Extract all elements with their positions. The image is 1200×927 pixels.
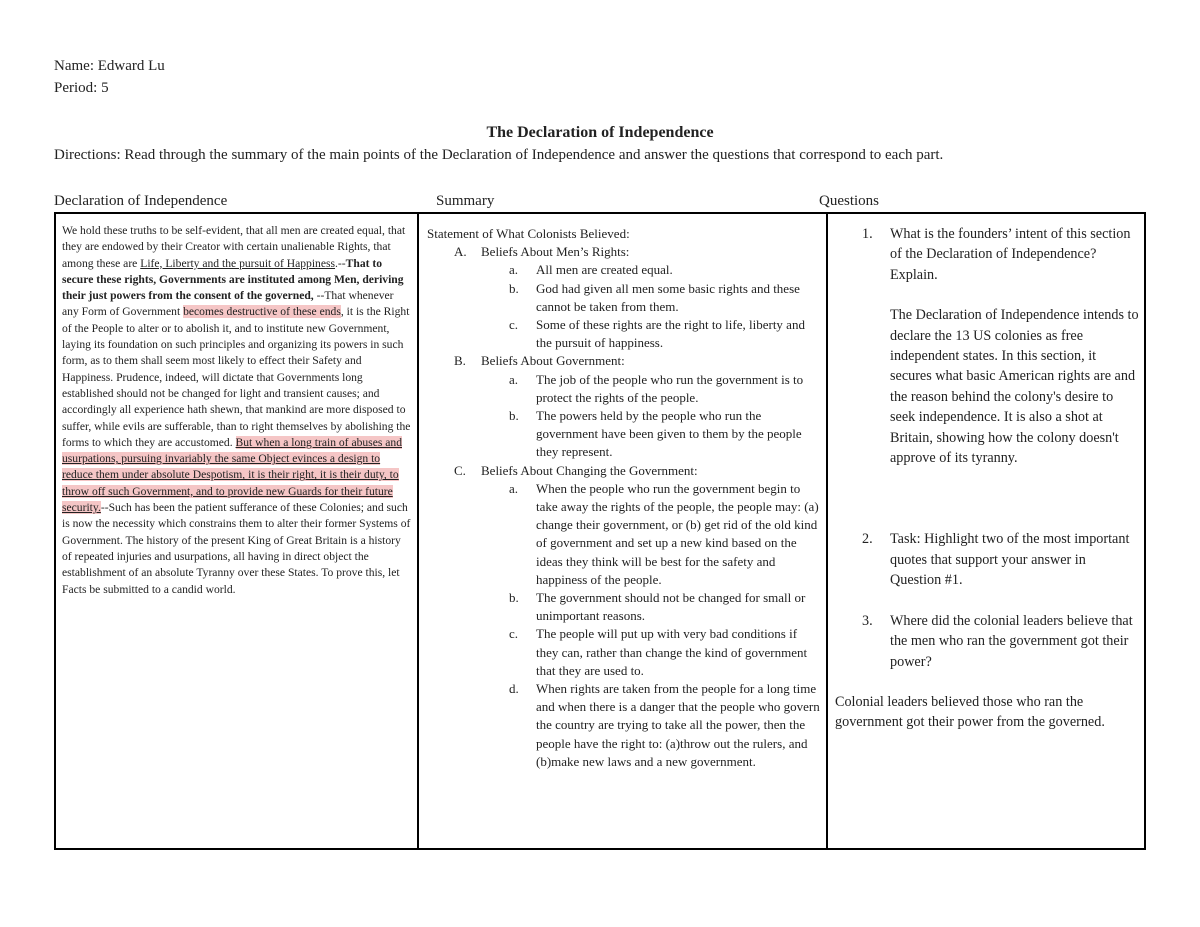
summary-section-b xyxy=(427,352,821,370)
summary-intro: Statement of What Colonists Believed: xyxy=(427,226,630,241)
question-text: Where did the colonial leaders believe that the men who ran the government got their power? xyxy=(890,612,1133,670)
student-name: Name: Edward Lu xyxy=(54,58,165,74)
question-number: 2. xyxy=(862,531,873,548)
declaration-segment: --Such has been the patient sufferance of these Colonies; and such is now the necessity which constrains them to alter their former Systems of Government. The history of the present King of Great Britain is a history of repeated injuries and usurpations, all having in direct object the establishment of an absolute Tyranny over these States. To prove this, let Facts be submitted to a candid world. xyxy=(62,501,411,596)
summary-section-c xyxy=(427,462,821,480)
section-marker: C. xyxy=(454,462,466,478)
list-item xyxy=(427,589,821,625)
page-title: The Declaration of Independence xyxy=(486,124,714,141)
questions-column xyxy=(835,224,1140,733)
declaration-segment: , it is the Right of the People to alter or to abolish it, and to institute new Government, laying its foundation on such principles and organizing its powers in such form, as to them shall seem most likely to effect their Safety and Happiness. Prudence, indeed, will dictate that Governments long established should not be changed for light and transient causes; and accordingly all experience hath shewn, that mankind are more disposed to suffer, while evils are sufferable, than to right themselves by abolishing the forms to which they are accustomed. xyxy=(62,305,411,449)
item-text: When rights are taken from the people for a long time and when there is a danger that the people who govern the country are trying to take all the power, then the people have the right to: (a)throw out the rulers, and (b)make new laws and a new government. xyxy=(536,681,820,769)
question-1 xyxy=(835,224,1140,285)
item-marker: b. xyxy=(509,408,519,424)
question-2 xyxy=(835,529,1140,590)
question-3 xyxy=(835,611,1140,672)
item-marker: b. xyxy=(509,590,519,606)
list-item xyxy=(427,407,821,462)
list-item xyxy=(427,316,821,352)
list-item xyxy=(427,680,821,771)
item-marker: c. xyxy=(509,317,519,333)
question-number: 3. xyxy=(862,612,873,629)
section-heading: Beliefs About Men’s Rights: xyxy=(481,244,630,260)
section-marker: A. xyxy=(454,244,467,260)
student-period: Period: 5 xyxy=(54,80,109,96)
question-text: What is the founders’ intent of this section of the Declaration of Independence? Explain. xyxy=(890,226,1131,283)
highlighted-underlined-quote: But when a long train of abuses and usurpations, pursuing invariably the same Object evinces a design to reduce them under absolute Despotism, it is their right, it is their duty, to throw off such Government, and to provide new Guards for their future security. xyxy=(62,435,402,515)
highlighted-quote: becomes destructive of these ends xyxy=(183,305,341,319)
item-text: The powers held by the people who run the government have been given to them by the people they represent. xyxy=(536,408,802,460)
item-marker: a. xyxy=(509,480,519,496)
bold-quote: That to secure these rights, Governments are instituted among Men, deriving their just powers from the consent of the governed, xyxy=(62,256,404,303)
list-item xyxy=(427,261,821,279)
item-text: God had given all men some basic rights and these cannot be taken from them. xyxy=(536,280,800,314)
declaration-text xyxy=(62,223,412,598)
section-heading: Beliefs About Changing the Government: xyxy=(481,462,698,478)
list-item xyxy=(427,280,821,316)
column-divider xyxy=(826,212,828,850)
directions-text: Directions: Read through the summary of the main points of the Declaration of Independence and answer the questions that correspond to each part. xyxy=(54,147,944,163)
column-header-questions: Questions xyxy=(819,193,879,209)
underlined-quote: Life, Liberty and the pursuit of Happiness xyxy=(140,256,336,270)
column-header-declaration: Declaration of Independence xyxy=(54,193,228,209)
item-text: The job of the people who run the government is to protect the rights of the people. xyxy=(536,371,804,405)
summary-column xyxy=(427,225,821,771)
question-number: 1. xyxy=(862,226,873,242)
column-divider xyxy=(417,212,419,850)
section-heading: Beliefs About Government: xyxy=(481,353,625,369)
list-item xyxy=(427,625,821,680)
column-header-summary: Summary xyxy=(436,193,495,209)
answer-1: The Declaration of Independence intends to declare the 13 US colonies as free independent states. In this section, it secures what basic American rights are and the reason behind the colony's desire to seek independence. It is also a shot at Britain, showing how the colony doesn't approve of its tyranny. xyxy=(890,307,1139,467)
item-marker: a. xyxy=(509,371,519,387)
section-marker: B. xyxy=(454,353,466,369)
item-text: The people will put up with very bad conditions if they can, rather than change the kind of government that they are used to. xyxy=(536,626,808,678)
declaration-segment: .-- xyxy=(335,256,346,270)
item-marker: d. xyxy=(509,681,519,697)
list-item xyxy=(427,480,821,589)
summary-section-a xyxy=(427,243,821,261)
item-text: When the people who run the government begin to take away the rights of the people, the people may: (a) change their government, or (b) get rid of the old kind of government and set up a new kind based on the ideas they think will be best for the safety and happiness of the people. xyxy=(536,480,819,587)
item-marker: c. xyxy=(509,626,519,642)
item-marker: b. xyxy=(509,280,519,296)
declaration-segment: --That whenever any Form of Government xyxy=(62,289,394,319)
item-text: Some of these rights are the right to life, liberty and the pursuit of happiness. xyxy=(536,317,805,351)
item-text: The government should not be changed for small or unimportant reasons. xyxy=(536,590,806,624)
answer-3: Colonial leaders believed those who ran the government got their power from the governed. xyxy=(835,693,1105,731)
question-text: Task: Highlight two of the most important quotes that support your answer in Question #1. xyxy=(890,531,1130,589)
list-item xyxy=(427,371,821,407)
item-text: All men are created equal. xyxy=(536,262,673,278)
declaration-segment: We hold these truths to be self-evident, that all men are created equal, that they are endowed by their Creator with certain unalienable Rights, that among these are xyxy=(62,224,406,270)
item-marker: a. xyxy=(509,262,519,278)
